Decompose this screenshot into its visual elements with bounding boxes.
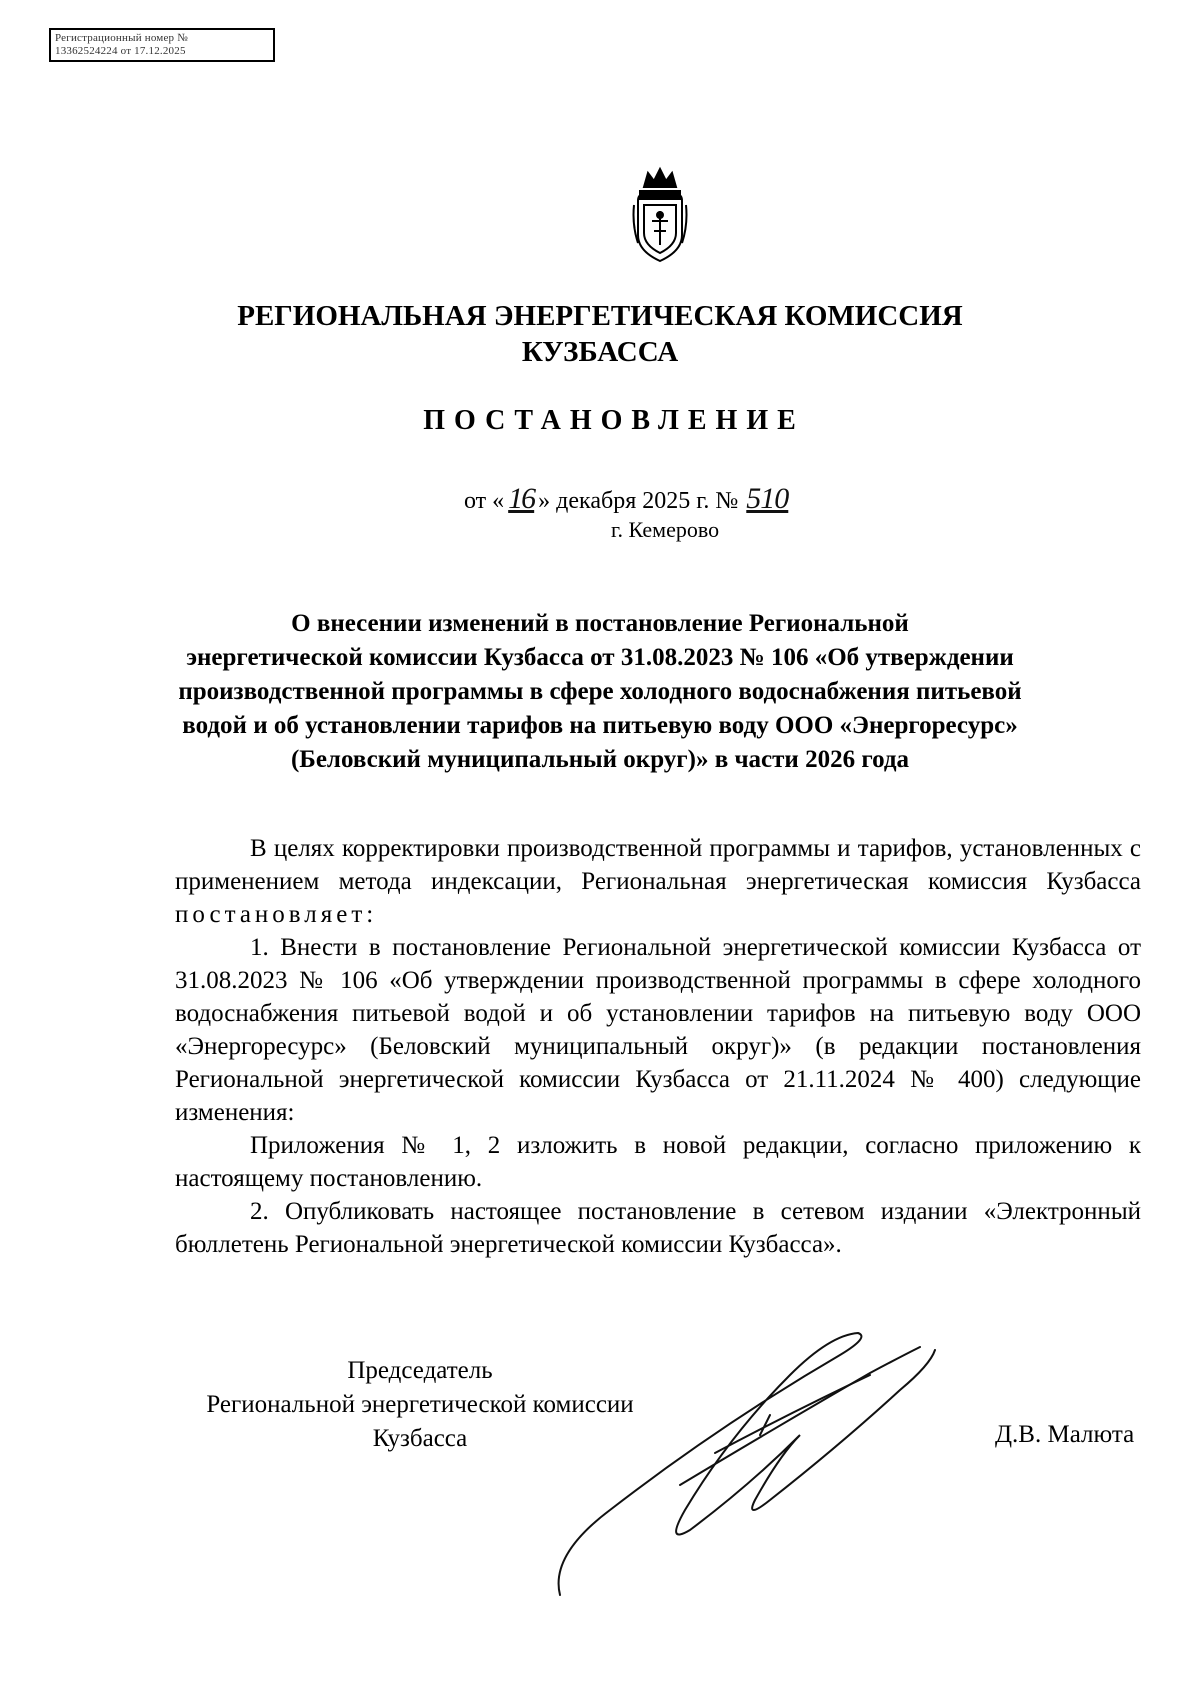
kuzbass-coat-of-arms-icon [630, 165, 690, 267]
signatory-title-line1: Председатель [347, 1357, 493, 1384]
date-line [464, 482, 790, 516]
organization-name [0, 298, 1200, 370]
signatory-title-line2: Региональной энергетической комиссии [206, 1391, 634, 1418]
organization-name-line2: КУЗБАССА [521, 336, 679, 368]
signatory-title-line3: Кузбасса [372, 1425, 468, 1452]
intro-text: В целях корректировки производственной программы и тарифов, установленных с применением метода индексации, Региональная энергетическая комиссия Кузбасса [175, 835, 1141, 895]
subject-line: О внесении изменений в постановление Региональной [291, 610, 909, 637]
document-subject [0, 607, 1200, 777]
document-body [175, 832, 1141, 1261]
handwritten-signature [540, 1295, 940, 1605]
handwritten-document-number: 510 [746, 482, 789, 515]
signatory-name: Д.В. Малюта [995, 1421, 1135, 1448]
item-1-paragraph: 1. Внести в постановление Региональной энергетической комиссии Кузбасса от 31.08.2023 № 106 «Об утверждении производственной программы в сфере холодного водоснабжения питьевой водой и об установлении тарифов на питьевую воду ООО «Энергоресурс» (Беловский муниципальный округ)» (в редакции постановления Региональной энергетической комиссии Кузбасса от 21.11.2024 № 400) следующие изменения: [175, 934, 1141, 1126]
organization-name-line1: РЕГИОНАЛЬНАЯ ЭНЕРГЕТИЧЕСКАЯ КОМИССИЯ [237, 300, 963, 332]
subject-line: водой и об установлении тарифов на питьевую воду ООО «Энергоресурс» [182, 712, 1018, 739]
registration-number: 13362524224 от 17.12.2025 [55, 45, 186, 57]
subject-line: производственной программы в сфере холодного водоснабжения питьевой [178, 678, 1022, 705]
subject-line: энергетической комиссии Кузбасса от 31.08.2023 № 106 «Об утверждении [186, 644, 1014, 671]
registration-label: Регистрационный номер № [55, 32, 188, 44]
city: г. Кемерово [611, 517, 720, 542]
registration-stamp [49, 28, 275, 62]
document-type: ПОСТАНОВЛЕНИЕ [423, 405, 805, 436]
date-month-year: » декабря 2025 г. № [538, 488, 739, 514]
item-1-detail-paragraph: Приложения № 1, 2 изложить в новой редакции, согласно приложению к настоящему постановлению. [175, 1132, 1141, 1192]
item-2-paragraph: 2. Опубликовать настоящее постановление в сетевом издании «Электронный бюллетень Региональной энергетической комиссии Кузбасса». [175, 1198, 1141, 1258]
resolves-word: постановляет: [175, 901, 378, 928]
handwritten-day: 16 [508, 482, 535, 515]
subject-line: (Беловский муниципальный округ)» в части 2026 года [290, 746, 909, 773]
intro-paragraph [175, 832, 1141, 931]
date-prefix: от « [464, 488, 505, 514]
